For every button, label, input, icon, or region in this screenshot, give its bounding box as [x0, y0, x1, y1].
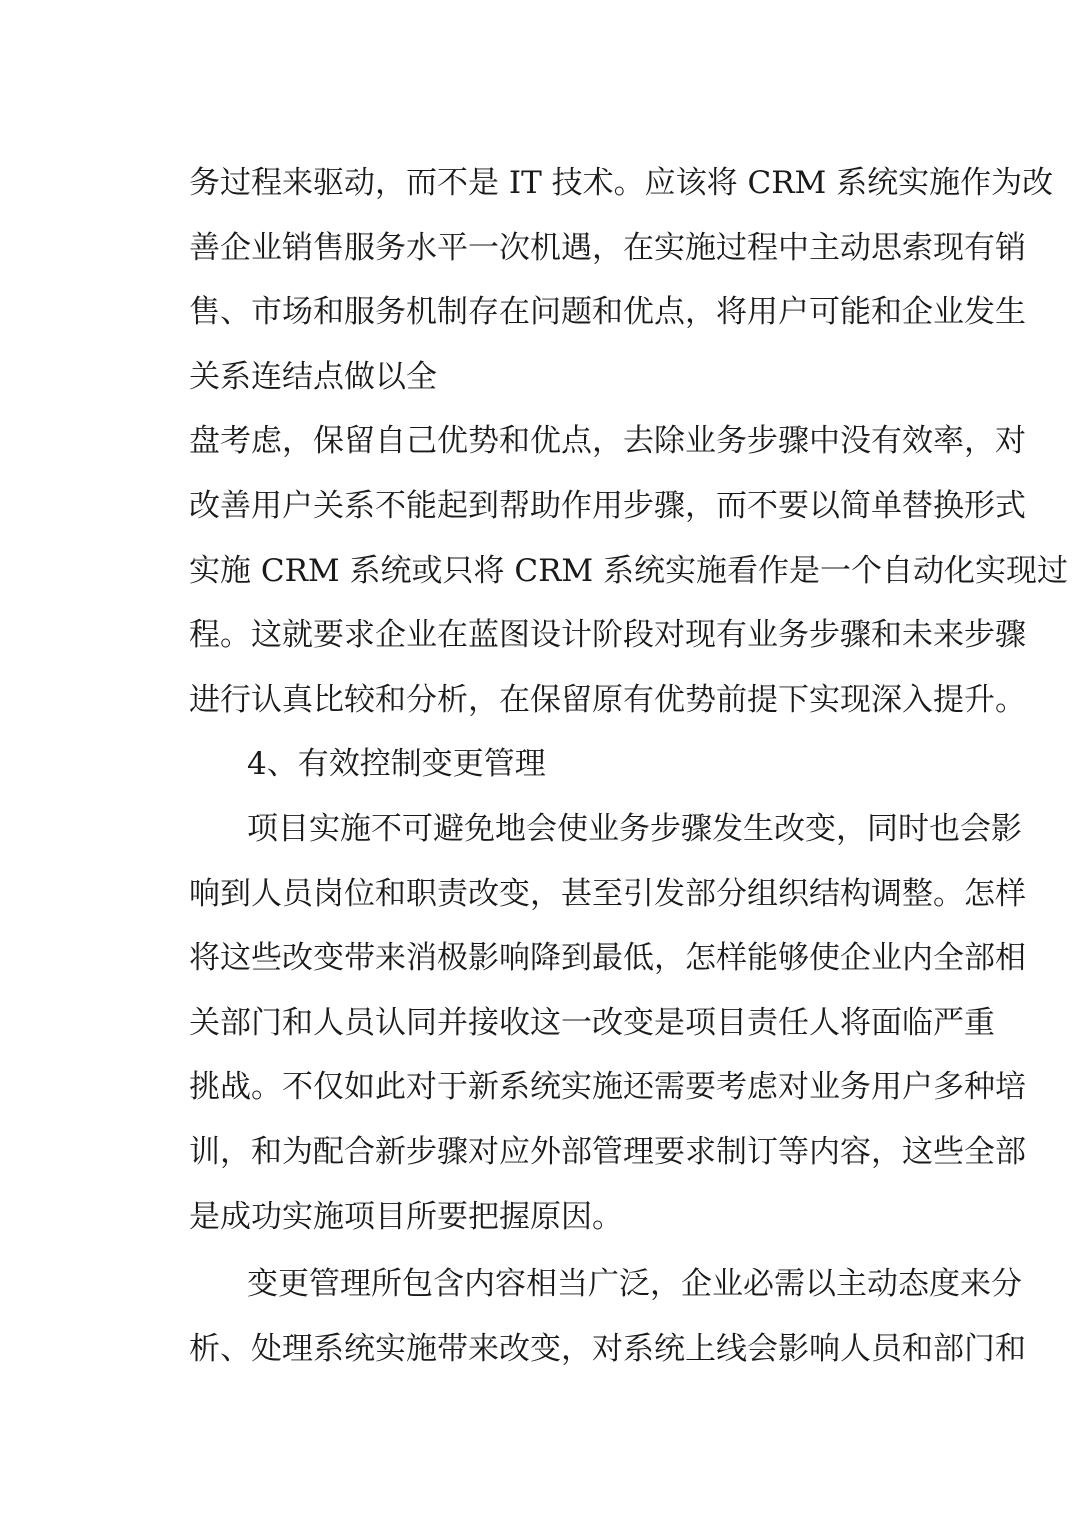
paragraph-line: 关系连结点做以全 [189, 359, 437, 395]
paragraph-line: 变更管理所包含内容相当广泛，企业必需以主动态度来分 [247, 1266, 1022, 1302]
paragraph-line: 实施 CRM 系统或只将 CRM 系统实施看作是一个自动化实现过 [189, 553, 1069, 589]
paragraph-line: 程。这就要求企业在蓝图设计阶段对现有业务步骤和未来步骤 [189, 617, 1026, 653]
paragraph-line: 响到人员岗位和职责改变，甚至引发部分组织结构调整。怎样 [189, 876, 1026, 912]
paragraph-line: 售、市场和服务机制存在问题和优点，将用户可能和企业发生 [189, 294, 1026, 330]
paragraph-line: 进行认真比较和分析，在保留原有优势前提下实现深入提升。 [189, 682, 1026, 718]
paragraph-line: 析、处理系统实施带来改变，对系统上线会影响人员和部门和 [189, 1331, 1026, 1367]
section-heading: 4、有效控制变更管理 [247, 746, 546, 782]
paragraph-line: 将这些改变带来消极影响降到最低，怎样能够使企业内全部相 [189, 940, 1026, 976]
paragraph-line: 改善用户关系不能起到帮助作用步骤，而不要以简单替换形式 [189, 488, 1026, 524]
paragraph-line: 善企业销售服务水平一次机遇，在实施过程中主动思索现有销 [189, 230, 1026, 266]
paragraph-line: 务过程来驱动，而不是 IT 技术。应该将 CRM 系统实施作为改 [189, 165, 1054, 201]
paragraph-line: 是成功实施项目所要把握原因。 [189, 1199, 623, 1235]
paragraph-line: 项目实施不可避免地会使业务步骤发生改变，同时也会影 [247, 811, 1022, 847]
paragraph-line: 盘考虑，保留自己优势和优点，去除业务步骤中没有效率，对 [189, 423, 1026, 459]
paragraph-line: 关部门和人员认同并接收这一改变是项目责任人将面临严重 [189, 1005, 995, 1041]
paragraph-line: 挑战。不仅如此对于新系统实施还需要考虑对业务用户多种培 [189, 1069, 1026, 1105]
paragraph-line: 训，和为配合新步骤对应外部管理要求制订等内容，这些全部 [189, 1134, 1026, 1170]
